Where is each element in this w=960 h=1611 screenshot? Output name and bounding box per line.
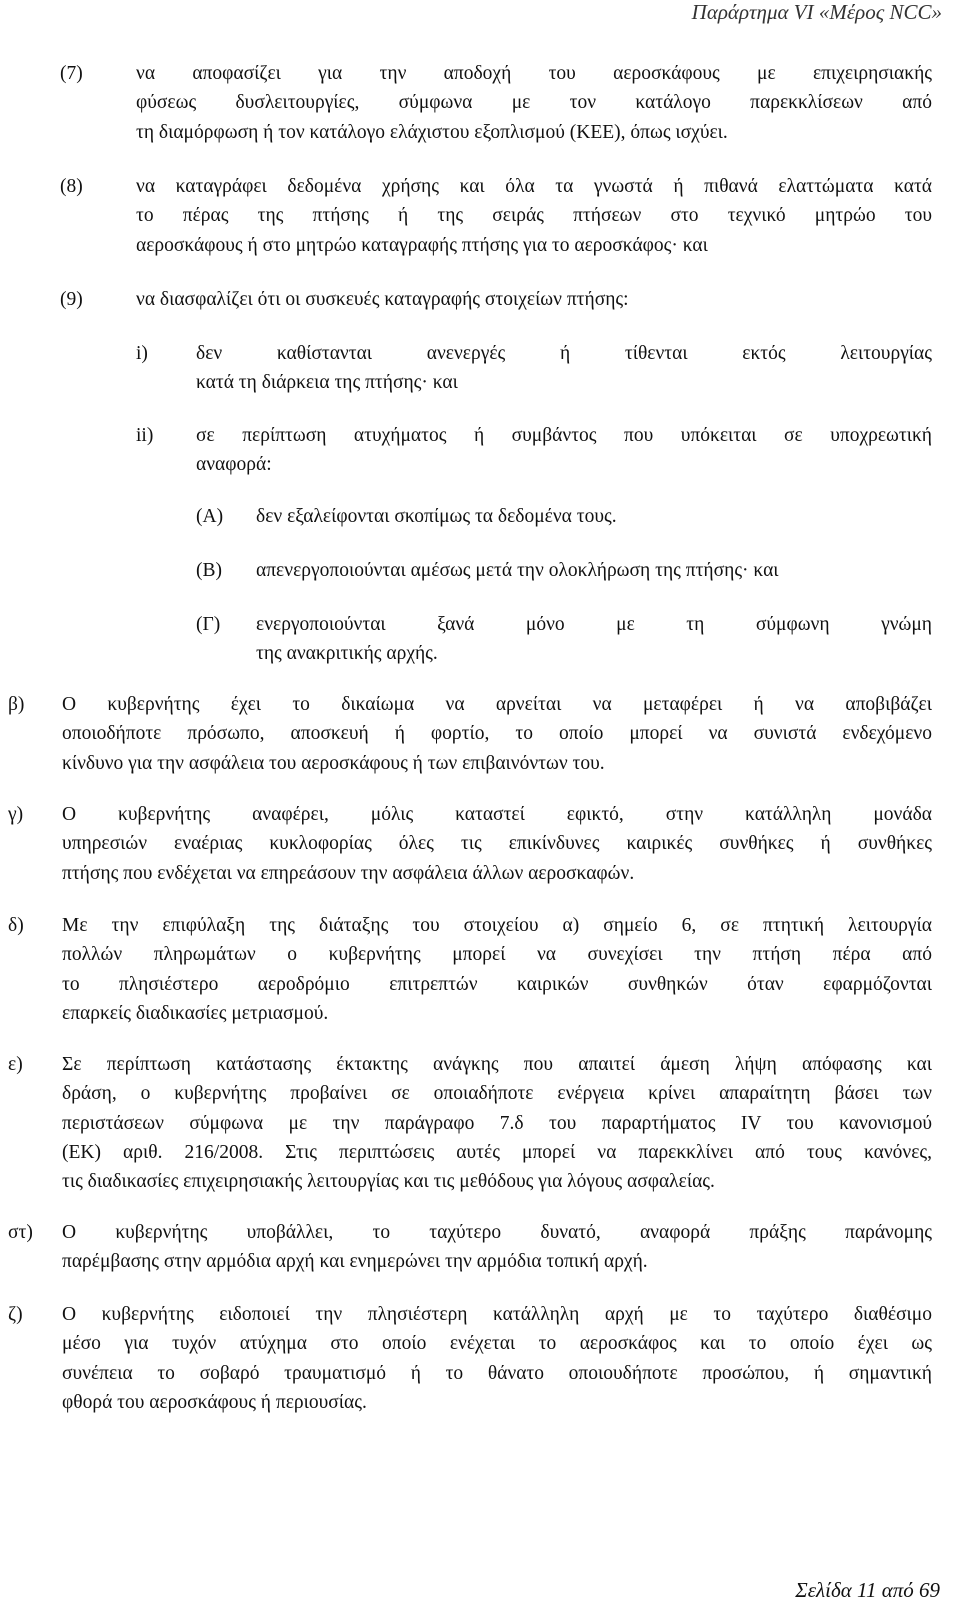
para-e-line: (ΕΚ) αριθ. 216/2008. Στις περιπτώσεις αυτές μπορεί να παρεκκλίνει από τους κανόνες, [62, 1141, 932, 1163]
para-e-line: δράση, ο κυβερνήτης προβαίνει σε οποιαδήποτε ενέργεια κρίνει απαραίτητη βάσει των [62, 1083, 932, 1105]
subitem-i-line: κατά τη διάρκεια της πτήσης· και [196, 372, 458, 394]
para-z-line: φθορά του αεροσκάφους ή περιουσίας. [62, 1391, 367, 1413]
item-label-7: (7) [60, 63, 83, 84]
clause-a-line: δεν εξαλείφονται σκοπίμως τα δεδομένα τους. [256, 506, 617, 527]
para-label-d: δ) [8, 915, 24, 936]
clause-g-line: ενεργοποιούνται ξανά μόνο με τη σύμφωνη γνώμη [256, 614, 932, 635]
para-c-line: πτήσης που ενδέχεται να επηρεάσουν την ασφάλεια άλλων αεροσκαφών. [62, 862, 635, 884]
item-7-line: τη διαμόρφωση ή τον κατάλογο ελάχιστου εξοπλισμού (ΚΕΕ), όπως ισχύει. [136, 121, 728, 143]
item-9-text [136, 285, 932, 314]
para-c-line: Ο κυβερνήτης αναφέρει, μόλις καταστεί εφικτό, στην κατάλληλη μονάδα [62, 804, 932, 825]
item-8-line: το πέρας της πτήσης ή της σειράς πτήσεων στο τεχνικό μητρώο του [136, 205, 932, 227]
para-st-line: Ο κυβερνήτης υποβάλλει, το ταχύτερο δυνατό, αναφορά πράξης παράνομης [62, 1222, 932, 1243]
para-st-text [62, 1218, 932, 1277]
clause-label-a: (Α) [196, 506, 224, 527]
item-8-line: αεροσκάφους ή στο μητρώο καταγραφής πτήσης για το αεροσκάφος· και [136, 234, 708, 256]
para-c-text [62, 800, 932, 888]
clause-g-text [256, 610, 932, 669]
para-b-line: Ο κυβερνήτης έχει το δικαίωμα να αρνείται να μεταφέρει ή να αποβιβάζει [62, 694, 932, 715]
para-e-line: περιστάσεων σύμφωνα με την παράγραφο 7.δ του παραρτήματος IV του κανονισμού [62, 1112, 932, 1134]
para-e-line: Σε περίπτωση κατάστασης έκτακτης ανάγκης που απαιτεί άμεση λήψη απόφασης και [62, 1054, 932, 1075]
para-e-line: τις διαδικασίες επιχειρησιακής λειτουργίας και τις μεθόδους για λόγους ασφαλείας. [62, 1171, 715, 1193]
para-d-line: πολλών πληρωμάτων ο κυβερνήτης μπορεί να συνεχίσει την πτήση πέρα από [62, 944, 932, 966]
clause-a-text [256, 502, 932, 531]
item-label-8: (8) [60, 176, 83, 197]
para-d-line: Με την επιφύλαξη της διάταξης του στοιχείου α) σημείο 6, σε πτητική λειτουργία [62, 915, 932, 936]
item-7-line: να αποφασίζει για την αποδοχή του αεροσκάφους με επιχειρησιακής [136, 63, 932, 84]
clause-b-text [256, 556, 932, 585]
para-c-line: υπηρεσιών εναέριας κυκλοφορίας όλες τις επικίνδυνες καιρικές συνθήκες ή συνθήκες [62, 833, 932, 855]
para-label-z: ζ) [8, 1304, 23, 1325]
para-z-line: Ο κυβερνήτης ειδοποιεί την πλησιέστερη κατάλληλη αρχή με το ταχύτερο διαθέσιμο [62, 1304, 932, 1325]
page-footer: Σελίδα 11 από 69 [795, 1578, 940, 1602]
item-label-9: (9) [60, 289, 83, 310]
para-e-text [62, 1050, 932, 1196]
item-8-line: να καταγράφει δεδομένα χρήσης και όλα τα γνωστά ή πιθανά ελαττώματα κατά [136, 176, 932, 197]
subitem-ii-line: σε περίπτωση ατυχήματος ή συμβάντος που υπόκειται σε υποχρεωτική [196, 425, 932, 446]
para-label-b: β) [8, 694, 25, 715]
subitem-ii-line: αναφορά: [196, 454, 272, 476]
para-d-line: το πλησιέστερο αεροδρόμιο επιτρεπτών καιρικών συνθηκών όταν εφαρμόζονται [62, 973, 932, 995]
para-z-text [62, 1300, 932, 1417]
clause-label-b: (Β) [196, 560, 222, 581]
subitem-i-line: δεν καθίστανται ανενεργές ή τίθενται εκτός λειτουργίας [196, 343, 932, 364]
para-b-line: οποιοδήποτε πρόσωπο, αποσκευή ή φορτίο, το οποίο μπορεί να συνιστά ενδεχόμενο [62, 723, 932, 745]
subitem-label-i: i) [136, 343, 148, 364]
item-7-line: φύσεως δυσλειτουργίες, σύμφωνα με τον κατάλογο παρεκκλίσεων από [136, 92, 932, 114]
para-label-e: ε) [8, 1054, 23, 1075]
subitem-label-ii: ii) [136, 425, 154, 446]
item-7-text [136, 59, 932, 147]
clause-b-line: απενεργοποιούνται αμέσως μετά την ολοκλήρωση της πτήσης· και [256, 560, 779, 581]
para-d-line: επαρκείς διαδικασίες μετριασμού. [62, 1002, 329, 1024]
para-label-st: στ) [8, 1222, 33, 1243]
para-z-line: συνέπεια το σοβαρό τραυματισμό ή το θάνατο οποιουδήποτε προσώπου, ή σημαντική [62, 1362, 932, 1384]
para-z-line: μέσο για τυχόν ατύχημα στο οποίο ενέχεται το αεροσκάφος και το οποίο έχει ως [62, 1333, 932, 1355]
page-header: Παράρτημα VI «Μέρος NCC» [691, 0, 942, 24]
subitem-ii-text [196, 421, 932, 480]
para-d-text [62, 911, 932, 1028]
item-9-line: να διασφαλίζει ότι οι συσκευές καταγραφής στοιχείων πτήσης: [136, 289, 629, 310]
para-label-c: γ) [8, 804, 24, 825]
clause-label-g: (Γ) [196, 614, 221, 635]
para-st-line: παρέμβασης στην αρμόδια αρχή και ενημερώνει την αρμόδια τοπική αρχή. [62, 1251, 648, 1273]
para-b-line: κίνδυνο για την ασφάλεια του αεροσκάφους ή των επιβαινόντων του. [62, 752, 605, 774]
item-8-text [136, 172, 932, 260]
subitem-i-text [196, 339, 932, 398]
para-b-text [62, 690, 932, 778]
clause-g-line: της ανακριτικής αρχής. [256, 643, 438, 665]
